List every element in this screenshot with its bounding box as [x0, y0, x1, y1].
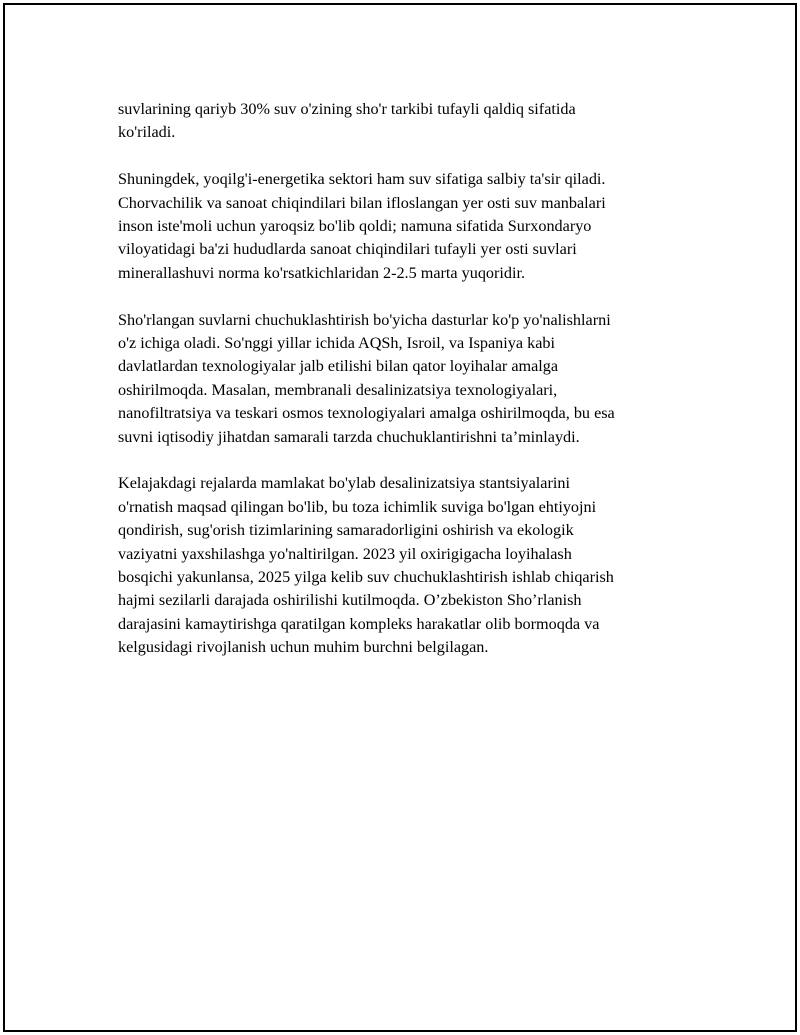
text-line: o'z ichiga oladi. So'nggi yillar ichida AQSh, Isroil, va Ispaniya kabi: [118, 334, 555, 353]
text-line: Kelajakdagi rejalarda mamlakat bo'ylab desalinizatsiya stantsiyalarini: [118, 474, 570, 493]
text-line: Chorvachilik va sanoat chiqindilari bilan ifloslangan yer osti suv manbalari: [118, 193, 606, 212]
text-line: qondirish, sug'orish tizimlarining samaradorligini oshirish va ekologik: [118, 521, 574, 540]
text-line: oshirilmoqda. Masalan, membranali desalinizatsiya texnologiyalari,: [118, 380, 558, 399]
text-line: inson iste'moli uchun yaroqsiz bo'lib qoldi; namuna sifatida Surxondaryo: [118, 217, 592, 236]
document-body: [118, 98, 708, 683]
text-line: minerallashuvi norma ko'rsatkichlaridan 2-2.5 marta yuqoridir.: [118, 263, 526, 282]
text-line: o'rnatish maqsad qilingan bo'lib, bu toza ichimlik suviga bo'lgan ehtiyojni: [118, 497, 597, 516]
paragraph-4: [118, 472, 708, 659]
text-line: nanofiltratsiya va teskari osmos texnologiyalari amalga oshirilmoqda, bu esa: [118, 404, 615, 423]
paragraph-2: [118, 168, 708, 285]
text-line: hajmi sezilarli darajada oshirilishi kutilmoqda. O’zbekiston Sho’rlanish: [118, 591, 582, 610]
page-frame: [3, 3, 797, 1032]
text-line: ko'riladi.: [118, 123, 176, 142]
text-line: Shuningdek, yoqilg'i-energetika sektori ham suv sifatiga salbiy ta'sir qiladi.: [118, 170, 606, 189]
text-line: bosqichi yakunlansa, 2025 yilga kelib suv chuchuklashtirish ishlab chiqarish: [118, 568, 614, 587]
paragraph-1: [118, 98, 708, 145]
text-line: davlatlardan texnologiyalar jalb etilishi bilan qator loyihalar amalga: [118, 357, 559, 376]
text-line: suvni iqtisodiy jihatdan samarali tarzda chuchuklantirishni ta’minlaydi.: [118, 427, 580, 446]
text-line: vaziyatni yaxshilashga yo'naltirilgan. 2023 yil oxirigigacha loyihalash: [118, 544, 572, 563]
paragraph-3: [118, 309, 708, 449]
text-line: suvlarining qariyb 30% suv o'zining sho'r tarkibi tufayli qaldiq sifatida: [118, 100, 576, 118]
text-line: viloyatidagi ba'zi hududlarda sanoat chiqindilari tufayli yer osti suvlari: [118, 240, 577, 259]
text-line: Sho'rlangan suvlarni chuchuklashtirish bo'yicha dasturlar ko'p yo'nalishlarni: [118, 310, 611, 329]
text-line: kelgusidagi rivojlanish uchun muhim burchni belgilagan.: [118, 638, 489, 657]
text-line: darajasini kamaytirishga qaratilgan kompleks harakatlar olib bormoqda va: [118, 614, 600, 633]
